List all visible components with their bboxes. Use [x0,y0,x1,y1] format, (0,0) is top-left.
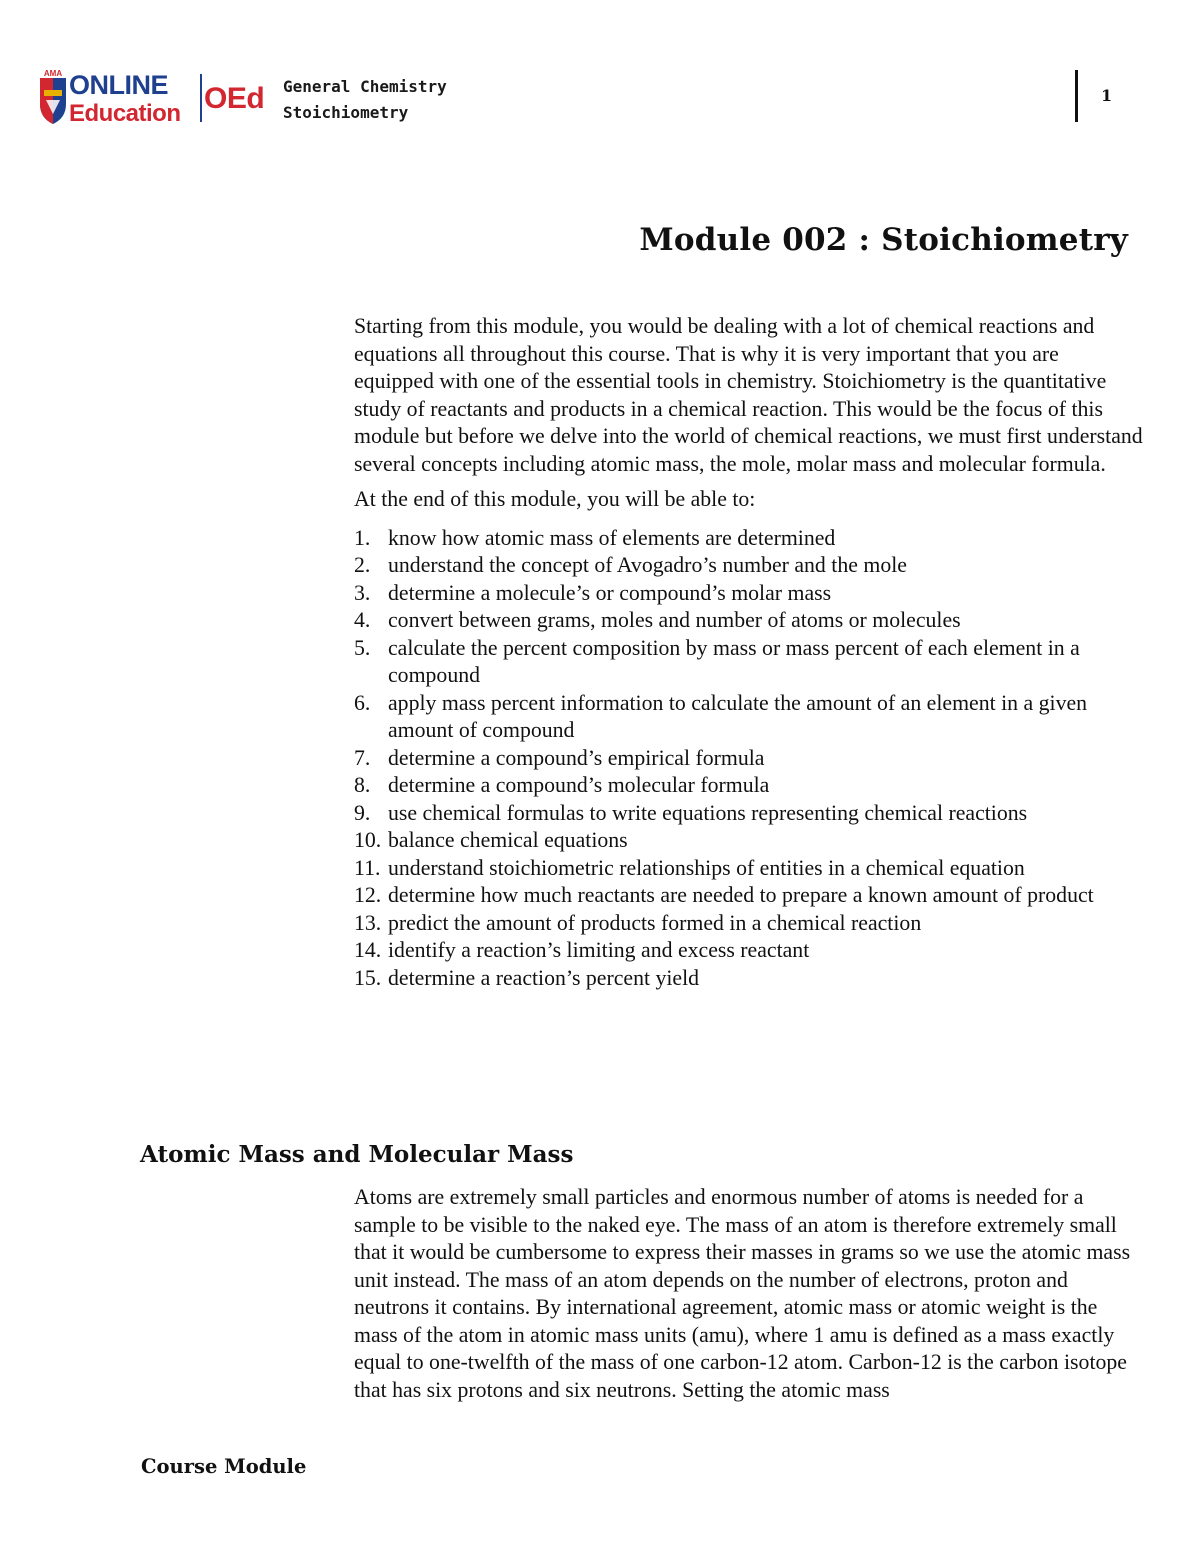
objective-text: determine how much reactants are needed to prepare a known amount of product [388,883,1094,907]
online-education-logo [36,66,271,130]
section-paragraph: Atoms are extremely small particles and enormous number of atoms is needed for a sample to be visible to the naked eye. The mass of an atom is therefore extremely small that it would be cumbersome to express their masses in grams so we use the atomic mass unit instead. The mass of an atom depends on the number of electrons, proton and neutrons it contains. By international agreement, atomic mass or atomic weight is the mass of the atom in atomic mass units (amu), where 1 amu is defined as a mass exactly equal to one-twelfth of the mass of one carbon-12 atom. Carbon-12 is the carbon isotope that has six protons and six neutrons. Setting the atomic mass [354,1185,1131,1402]
logo-line-online: ONLINE [69,70,169,100]
logo-line-education: Education [69,100,181,127]
ama-crest-icon [40,69,66,124]
objective-text: understand the concept of Avogadro’s number and the mole [388,553,907,577]
objective-text: know how atomic mass of elements are determined [388,525,836,550]
objective-number: 5. [354,635,371,660]
objective-text: determine a compound’s empirical formula [388,745,765,770]
objective-text: convert between grams, moles and number of atoms or molecules [388,608,961,632]
objectives-list [354,525,1144,993]
objective-number: 3. [354,580,371,605]
objective-number: 12. [354,883,382,907]
objective-text: determine a reaction’s percent yield [388,965,700,990]
objective-number: 14. [354,938,382,962]
objective-item [354,800,1144,828]
intro-section [354,313,1144,992]
header-divider [1075,70,1078,122]
objective-item [354,855,1144,883]
objective-item [354,937,1144,965]
objective-number: 1. [354,525,371,550]
objective-item [354,635,1144,690]
course-info [283,74,447,126]
objective-text: predict the amount of products formed in a chemical reaction [388,910,922,935]
objective-text: apply mass percent information to calculate the amount of an element in a given amount of compound [388,690,1088,742]
intro-paragraph: Starting from this module, you would be dealing with a lot of chemical reactions and equations all throughout this course. That is why it is very important that you are equipped with one of the essential tools in chemistry. Stoichiometry is the quantitative study of reactants and products in a chemical reaction. This would be the focus of this module but before we delve into the world of chemical reactions, we must first understand several concepts including atomic mass, the mole, molar mass and molecular formula. [354,314,1143,476]
objective-item [354,552,1144,580]
objective-number: 4. [354,608,371,632]
objective-text: balance chemical equations [388,828,628,852]
course-subject: General Chemistry [283,77,447,96]
logo-mark-oed: OEd [204,82,265,115]
objective-item [354,525,1144,553]
page-number: 1 [1101,86,1113,105]
objective-number: 2. [354,553,371,577]
objective-item [354,772,1144,800]
objective-item [354,910,1144,938]
objective-item [354,607,1144,635]
objective-item [354,690,1144,745]
objective-item [354,827,1144,855]
objective-text: understand stoichiometric relationships of entities in a chemical equation [388,855,1025,880]
objective-item [354,580,1144,608]
objective-number: 13. [354,910,382,935]
objective-number: 9. [354,800,371,825]
objective-number: 8. [354,773,371,797]
crest-label: AMA [43,69,63,78]
objective-item [354,965,1144,993]
section-body [354,1184,1144,1404]
section-title: Atomic Mass and Molecular Mass [140,1141,574,1168]
objective-number: 11. [354,855,381,880]
objective-item [354,882,1144,910]
objective-text: determine a compound’s molecular formula [388,773,770,797]
objective-number: 15. [354,965,382,990]
objective-text: calculate the percent composition by mass or mass percent of each element in a compound [388,635,1080,687]
objective-text: use chemical formulas to write equations representing chemical reactions [388,800,1028,825]
objective-text: determine a molecule’s or compound’s molar mass [388,580,832,605]
objectives-lead: At the end of this module, you will be able to: [354,487,756,511]
objective-number: 10. [354,828,382,852]
objective-item [354,745,1144,773]
footer-label: Course Module [141,1455,307,1478]
objective-number: 6. [354,690,371,715]
objective-number: 7. [354,745,371,770]
course-topic: Stoichiometry [283,103,409,122]
module-title: Module 002 : Stoichiometry [639,222,1128,258]
page-header [36,66,1166,130]
logo-divider [200,74,202,122]
objective-text: identify a reaction’s limiting and excess reactant [388,938,810,962]
